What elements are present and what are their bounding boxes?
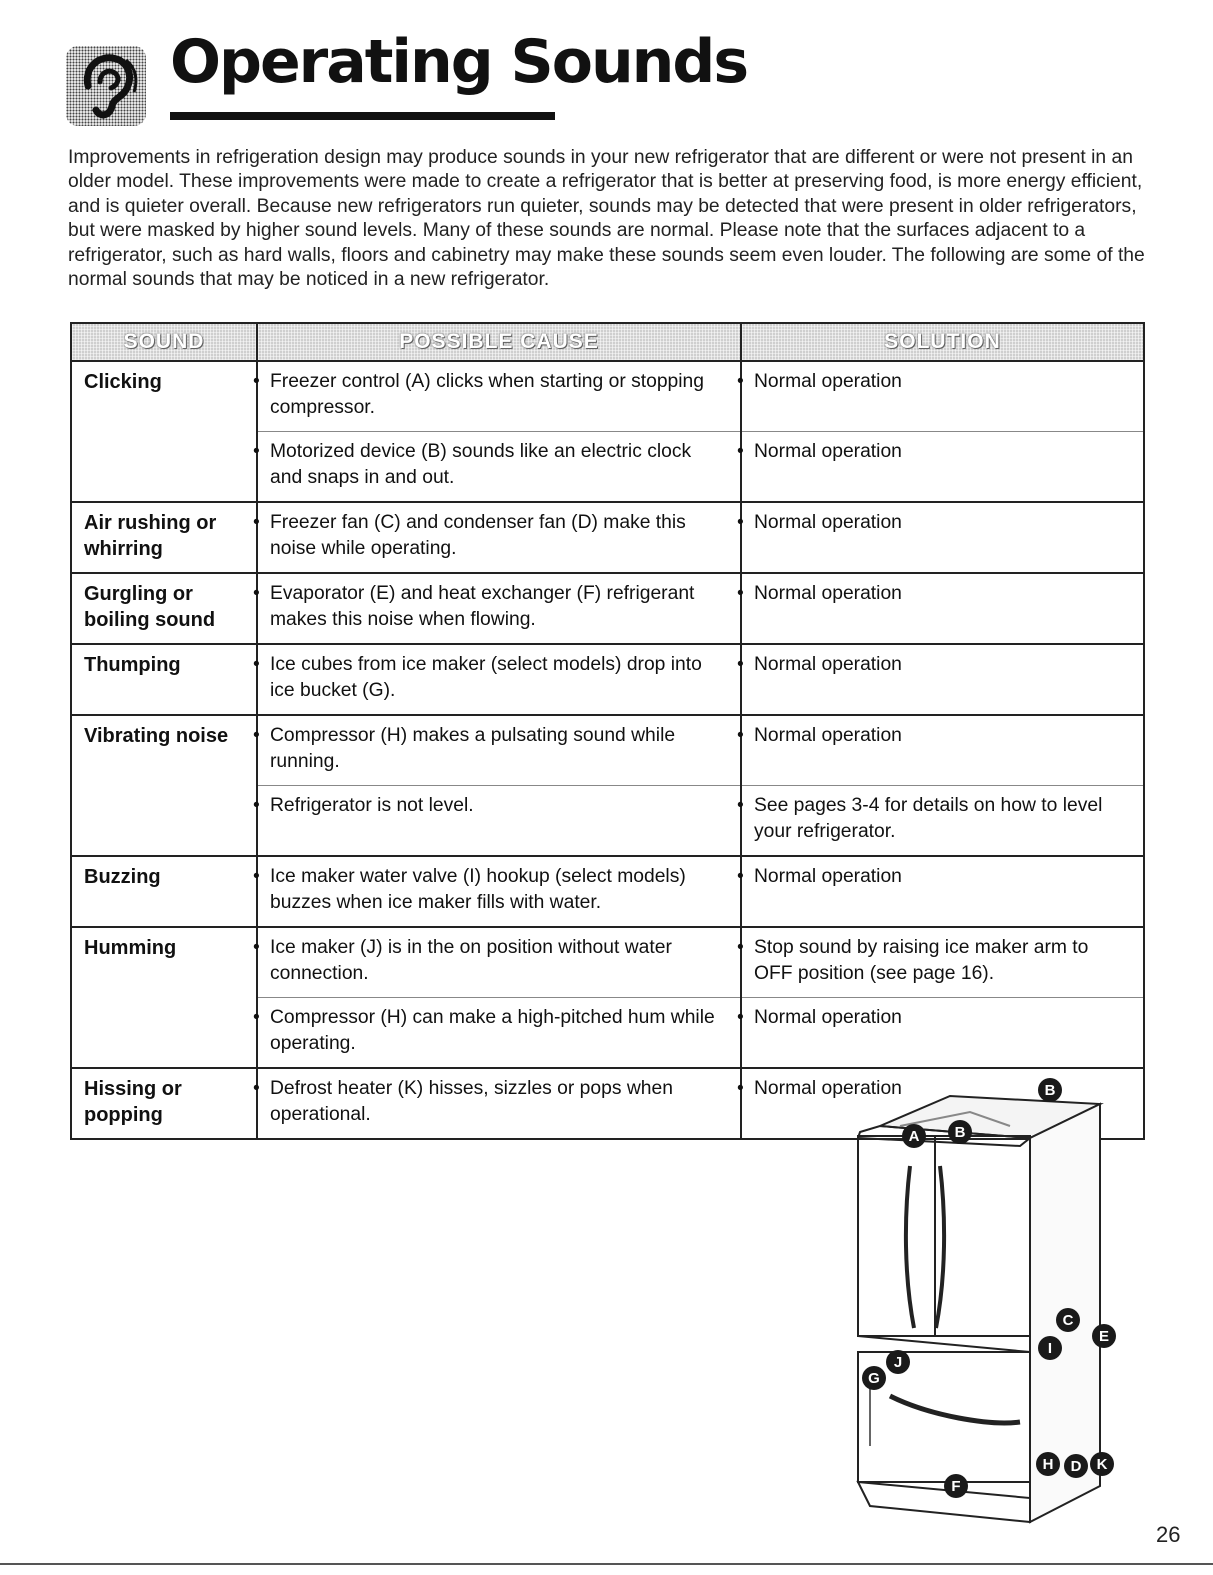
cause-cell [253, 786, 741, 857]
label-g: G [868, 1370, 880, 1387]
header-sound: SOUND [71, 323, 257, 361]
solution-cell [737, 998, 1144, 1069]
bullet: • [253, 512, 260, 533]
bullet: • [253, 1007, 260, 1028]
header-solution: SOLUTION [741, 323, 1144, 361]
cause-text: Compressor (H) makes a pulsating sound while running. [270, 725, 676, 772]
sound-cell: Buzzing [71, 856, 257, 927]
table-row [71, 927, 1144, 998]
cause-text: Defrost heater (K) hisses, sizzles or pops when operational. [270, 1078, 673, 1125]
label-j-marker [886, 1350, 910, 1374]
solution-text: Normal operation [754, 1078, 902, 1099]
cause-cell [253, 573, 741, 644]
page-title: Operating Sounds [170, 27, 748, 97]
label-k-marker [1090, 1452, 1114, 1476]
label-c-marker [1056, 1308, 1080, 1332]
cause-text: Freezer fan (C) and condenser fan (D) make this noise while operating. [270, 512, 686, 559]
bullet: • [253, 937, 260, 958]
label-b-top: B [1044, 1082, 1056, 1099]
label-j: J [893, 1354, 903, 1371]
bullet: • [737, 1078, 744, 1099]
label-h-marker [1036, 1452, 1060, 1476]
sound-cell: Vibrating noise [71, 715, 257, 856]
solution-text: Normal operation [754, 583, 902, 604]
label-e-marker [1092, 1324, 1116, 1348]
cause-cell [253, 715, 741, 786]
sound-cell: Gurgling or boiling sound [71, 573, 257, 644]
table-row [71, 644, 1144, 715]
solution-cell [737, 856, 1144, 927]
label-f: F [951, 1478, 961, 1495]
cause-text: Motorized device (B) sounds like an electric clock and snaps in and out. [270, 441, 692, 488]
bullet: • [737, 795, 744, 816]
cause-cell [253, 927, 741, 998]
solution-text: Normal operation [754, 512, 902, 533]
sound-cell: Thumping [71, 644, 257, 715]
solution-text: Normal operation [754, 371, 902, 392]
ear-icon [66, 46, 146, 126]
solution-text: Normal operation [754, 725, 902, 746]
sound-cell: Humming [71, 927, 257, 1068]
cause-cell [253, 1068, 741, 1139]
label-b-marker [948, 1120, 972, 1144]
bullet: • [737, 371, 744, 392]
bullet: • [737, 512, 744, 533]
bullet: • [737, 725, 744, 746]
label-c: C [1062, 1312, 1074, 1329]
label-a-marker [902, 1124, 926, 1148]
bullet: • [737, 1007, 744, 1028]
solution-cell [737, 644, 1144, 715]
label-d: D [1070, 1458, 1082, 1475]
sound-cell: Hissing or popping [71, 1068, 257, 1139]
bullet: • [253, 1078, 260, 1099]
label-b-top-marker [1038, 1078, 1062, 1102]
label-g-marker [862, 1366, 886, 1390]
label-b: B [954, 1124, 966, 1141]
cause-text: Compressor (H) can make a high-pitched hum while operating. [270, 1007, 715, 1054]
sounds-table [70, 322, 1145, 1140]
cause-cell [253, 998, 741, 1069]
intro-paragraph: Improvements in refrigeration design may produce sounds in your new refrigerator that are different or were not present in an older model. These improvements were made to create a refrigerator that is better at preserving food, is more energy efficient, and is quieter overall. Because new refrigerators run quieter, sounds may be detected that were present in older refrigerators, but were masked by higher sound levels. Many of these sounds are normal. Please note that the surfaces adjacent to a refrigerator, such as hard walls, floors and cabinetry may make these sounds seem even louder. The following are some of the normal sounds that may be noticed in a new refrigerator. [68, 147, 1145, 291]
bullet: • [737, 866, 744, 887]
solution-cell [737, 573, 1144, 644]
solution-text: Normal operation [754, 441, 902, 462]
header-possible-cause: POSSIBLE CAUSE [257, 323, 741, 361]
solution-text: See pages 3-4 for details on how to level your refrigerator. [754, 795, 1103, 842]
cause-cell [253, 432, 741, 503]
cause-cell [253, 644, 741, 715]
solution-text: Normal operation [754, 1007, 902, 1028]
table-row [71, 715, 1144, 786]
solution-cell [737, 502, 1144, 573]
cause-text: Ice maker water valve (I) hookup (select models) buzzes when ice maker fills with water. [270, 866, 686, 913]
solution-cell [737, 786, 1144, 857]
solution-cell [737, 927, 1144, 998]
bottom-divider [0, 1563, 1213, 1565]
solution-text: Stop sound by raising ice maker arm to OFF position (see page 16). [754, 937, 1089, 984]
bullet: • [253, 795, 260, 816]
table-row [71, 856, 1144, 927]
bullet: • [253, 441, 260, 462]
cause-text: Ice cubes from ice maker (select models) drop into ice bucket (G). [270, 654, 702, 701]
label-e: E [1098, 1328, 1110, 1345]
bullet: • [253, 654, 260, 675]
sound-cell: Clicking [71, 361, 257, 502]
cause-cell [253, 502, 741, 573]
bullet: • [737, 937, 744, 958]
cause-text: Evaporator (E) and heat exchanger (F) refrigerant makes this noise when flowing. [270, 583, 695, 630]
cause-cell [253, 856, 741, 927]
bullet: • [737, 654, 744, 675]
refrigerator-diagram [840, 1066, 1140, 1530]
bullet: • [253, 583, 260, 604]
table-row [71, 573, 1144, 644]
label-a: A [908, 1128, 920, 1145]
label-i: I [1047, 1340, 1053, 1357]
table-row [71, 361, 1144, 432]
bullet: • [737, 441, 744, 462]
solution-text: Normal operation [754, 866, 902, 887]
table-header-row [71, 323, 1144, 361]
title-underline [170, 112, 555, 120]
solution-cell [737, 361, 1144, 432]
label-i-marker [1038, 1336, 1062, 1360]
solution-cell [737, 715, 1144, 786]
cause-text: Refrigerator is not level. [270, 795, 474, 816]
sound-cell: Air rushing or whirring [71, 502, 257, 573]
cause-text: Ice maker (J) is in the on position without water connection. [270, 937, 672, 984]
solution-text: Normal operation [754, 654, 902, 675]
page-number: 26 [1156, 1522, 1181, 1547]
label-f-marker [944, 1474, 968, 1498]
bullet: • [737, 583, 744, 604]
bullet: • [253, 371, 260, 392]
solution-cell [737, 432, 1144, 503]
bullet: • [253, 725, 260, 746]
label-k: K [1096, 1456, 1108, 1473]
cause-text: Freezer control (A) clicks when starting or stopping compressor. [270, 371, 704, 418]
table-row [71, 502, 1144, 573]
label-h: H [1042, 1456, 1054, 1473]
bullet: • [253, 866, 260, 887]
label-d-marker [1064, 1454, 1088, 1478]
cause-cell [253, 361, 741, 432]
